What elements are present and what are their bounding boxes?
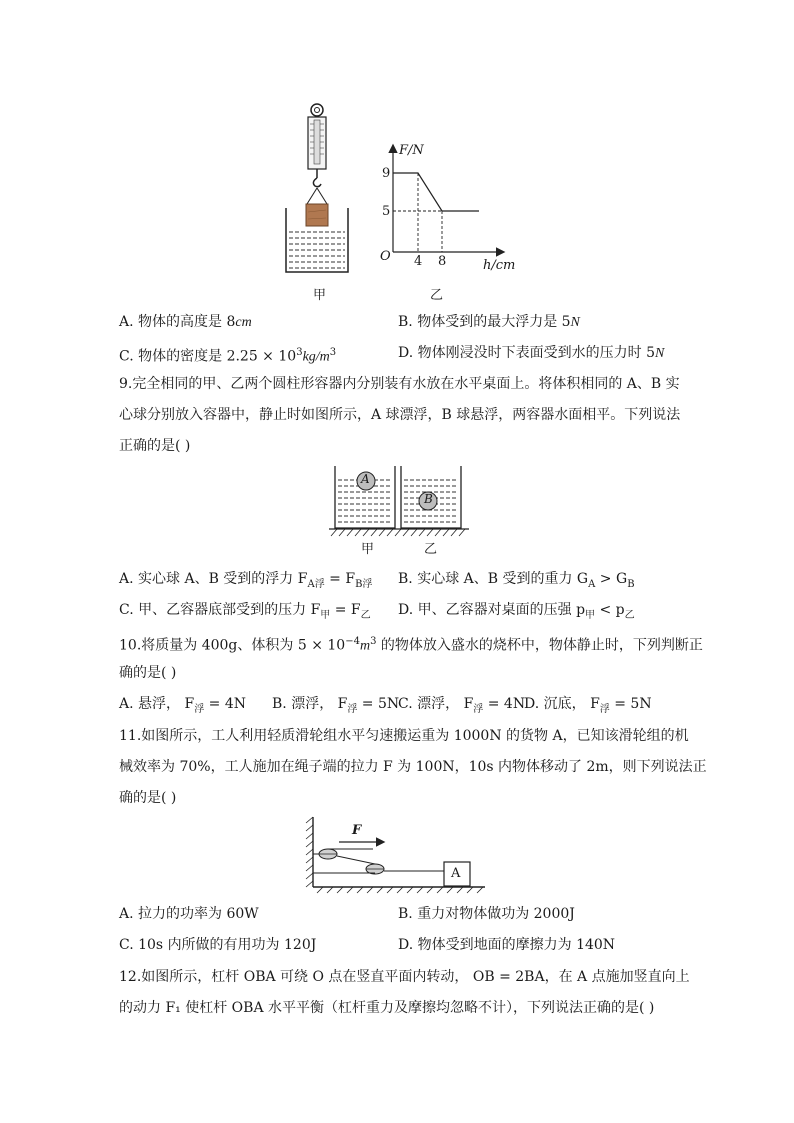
spring-scale-beaker-figure xyxy=(280,100,360,280)
q11-stem-line1: 11.如图所示，工人利用轻质滑轮组水平匀速搬运重为 1000N 的货物 A，已知该滑轮组的机 xyxy=(119,728,689,744)
graph-x-label: h/cm xyxy=(483,258,516,273)
q11-stem-line2: 械效率为 70%，工人施加在绳子端的拉力 F 为 100N，10s 内物体移动了 2m，则下列说法正 xyxy=(119,759,707,775)
graph-y-tick-9: 9 xyxy=(382,166,391,181)
q9-stem-line1: 9.完全相同的甲、乙两个圆柱形容器内分别装有水放在水平桌面上。将体积相同的 A、B 实 xyxy=(119,376,680,392)
q10-option-a[interactable]: A. 悬浮， $F_浮 = 4N$ xyxy=(119,696,246,715)
q9-stem-line2: 心球分别放入容器中，静止时如图所示，A 球漂浮，B 球悬浮，两容器水面相平。下列说法 xyxy=(119,407,681,423)
q11-option-a[interactable]: A. 拉力的功率为 60W xyxy=(119,906,259,922)
force-f-label: F xyxy=(352,823,362,838)
figure-caption-jia: 甲 xyxy=(313,288,327,303)
graph-y-label: F/N xyxy=(399,143,424,158)
q11-option-b[interactable]: B. 重力对物体做功为 2000J xyxy=(398,906,575,922)
ball-b-label: B xyxy=(424,492,433,506)
q9-option-d[interactable]: D. 甲、乙容器对桌面的压强 $p_甲 < p_乙$ xyxy=(398,602,635,621)
figure-caption-yi: 乙 xyxy=(430,288,444,303)
q10-stem-line2: 确的是( ) xyxy=(119,665,177,681)
q12-stem-line2: 的动力 F₁ 使杠杆 OBA 水平平衡（杠杆重力及摩擦均忽略不计），下列说法正确的是( ) xyxy=(119,1000,655,1016)
q9-caption-jia: 甲 xyxy=(361,542,375,557)
q8-option-c[interactable]: C. 物体的密度是 $2.25 \times 10^3kg/m^3$ xyxy=(119,347,337,365)
ball-a-label: A xyxy=(361,472,370,486)
graph-origin: O xyxy=(380,249,391,264)
q9-option-c[interactable]: C. 甲、乙容器底部受到的压力 $F_甲 = F_乙$ xyxy=(119,602,371,621)
q9-option-b[interactable]: B. 实心球 A、B 受到的重力 $G_A > G_B$ xyxy=(398,571,635,590)
q8-option-a[interactable]: A. 物体的高度是 8cm xyxy=(119,314,252,330)
q9-stem-line3: 正确的是( ) xyxy=(119,438,191,454)
q10-stem-line1: 10.将质量为 400g、体积为 $5 \times 10^{-4}m^3$ 的物体放入盛水的烧杯中，物体静止时，下列判断正 xyxy=(119,636,703,654)
q9-caption-yi: 乙 xyxy=(424,542,438,557)
q11-stem-line3: 确的是( ) xyxy=(119,790,177,806)
q10-option-c[interactable]: C. 漂浮， $F_浮 = 4N$ xyxy=(398,696,526,715)
q8-option-d[interactable]: D. 物体刚浸没时下表面受到水的压力时 5N xyxy=(398,345,665,361)
q9-option-a[interactable]: A. 实心球 A、B 受到的浮力 $F_{A浮} = F_{B浮}$ xyxy=(119,571,373,590)
graph-x-tick-4: 4 xyxy=(414,254,423,269)
block-a-label: A xyxy=(451,866,461,881)
q11-option-c[interactable]: C. 10s 内所做的有用功为 120J xyxy=(119,937,317,953)
q10-option-d[interactable]: D. 沉底， $F_浮 = 5N$ xyxy=(524,696,652,715)
graph-y-tick-5: 5 xyxy=(382,204,391,219)
q8-option-b[interactable]: B. 物体受到的最大浮力是 5N xyxy=(398,314,580,330)
q12-stem-line1: 12.如图所示，杠杆 OBA 可绕 O 点在竖直平面内转动， OB = 2BA，在 A 点施加竖直向上 xyxy=(119,969,690,985)
q11-option-d[interactable]: D. 物体受到地面的摩擦力为 140N xyxy=(398,937,616,953)
pulley-system-figure xyxy=(303,813,493,895)
two-containers-figure xyxy=(325,462,475,542)
graph-x-tick-8: 8 xyxy=(438,254,447,269)
q10-option-b[interactable]: B. 漂浮， $F_浮 = 5N$ xyxy=(272,696,400,715)
